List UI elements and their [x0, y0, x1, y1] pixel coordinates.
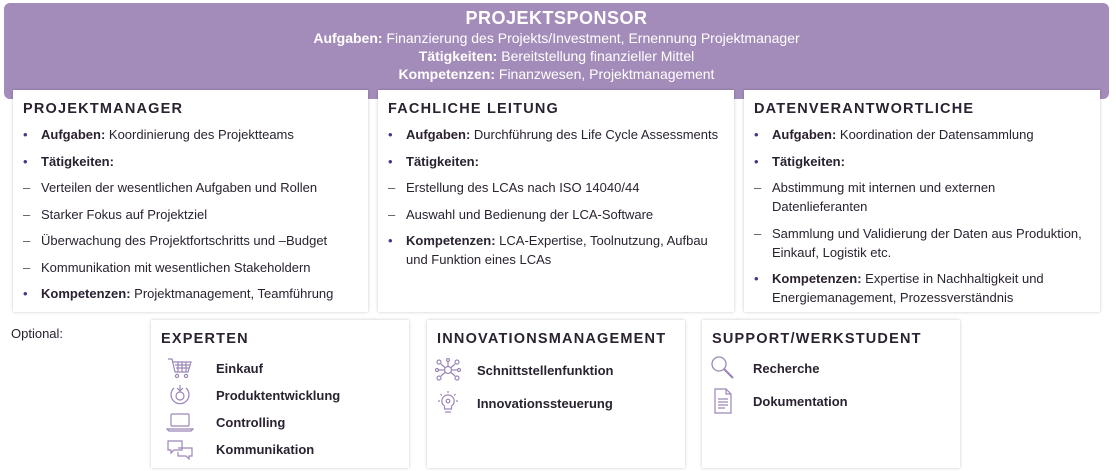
item-label: Tätigkeiten: — [772, 153, 845, 169]
dash-marker: – — [388, 180, 396, 195]
sponsor-taetigkeiten-text: Bereitstellung finanzieller Mittel — [497, 48, 695, 64]
item-text — [772, 125, 1034, 144]
bullet-marker: • — [23, 153, 28, 169]
optional-label: Optional: — [11, 326, 64, 341]
bullet-marker: • — [754, 127, 759, 142]
item-label: Aufgaben: — [772, 127, 837, 142]
support-entry-recherche — [708, 356, 820, 380]
product-development-icon — [165, 383, 195, 407]
magnifier-icon — [708, 356, 738, 380]
sponsor-aufgaben — [4, 29, 1109, 47]
fachliche-leitung-title: FACHLICHE LEITUNG — [388, 101, 560, 117]
item-body: Auswahl und Bedienung der LCA-Software — [406, 206, 654, 222]
dash-marker: – — [754, 180, 762, 195]
bullet-marker: • — [388, 153, 393, 169]
item-text — [41, 231, 327, 250]
bullet-list-item — [388, 231, 726, 269]
sponsor-aufgaben-text: Finanzierung des Projekts/Investment, Ernennung Projektmanager — [382, 30, 800, 46]
item-body: Kommunikation mit wesentlichen Stakeholdern — [41, 259, 311, 275]
item-body: Koordination der Datensammlung — [836, 127, 1034, 142]
fachliche-leitung-list — [388, 125, 726, 269]
item-text — [772, 224, 1092, 262]
sponsor-kompetenzen — [4, 65, 1109, 83]
item-body: Abstimmung mit internen und externen Datenlieferanten — [772, 180, 996, 214]
network-hub-icon — [433, 358, 463, 382]
item-label: Tätigkeiten: — [41, 153, 114, 169]
item-body: Starker Fokus auf Projektziel — [41, 206, 208, 222]
dash-list-item — [388, 178, 726, 197]
item-text — [772, 178, 1092, 216]
item-body: LCA-Expertise, Toolnutzung, Aufbau und Funktion eines LCAs — [406, 233, 708, 267]
projektmanager-title: PROJEKTMANAGER — [23, 101, 184, 117]
item-text — [41, 205, 207, 224]
experten-entry-kommunikation — [165, 437, 315, 461]
dash-list-item — [23, 258, 360, 277]
experten-card — [151, 320, 409, 468]
item-text — [41, 178, 317, 197]
bullet-list-item — [23, 284, 360, 303]
dash-marker: – — [23, 233, 31, 248]
experten-entry-produktentwicklung — [165, 383, 341, 407]
item-text — [772, 269, 1092, 307]
innovation-label-steuerung: Innovationssteuerung — [477, 395, 613, 411]
item-body: Projektmanagement, Teamführung — [130, 286, 334, 301]
document-icon — [708, 389, 738, 413]
dash-list-item — [23, 231, 360, 250]
projektsponsor-banner — [4, 3, 1109, 99]
support-label-dokumentation: Dokumentation — [753, 393, 848, 409]
sponsor-taetigkeiten-label: Tätigkeiten: — [418, 48, 498, 64]
experten-title: EXPERTEN — [161, 331, 249, 347]
item-body: Durchführung des Life Cycle Assessments — [470, 127, 719, 142]
item-label: Kompetenzen: — [406, 233, 496, 248]
item-text — [772, 152, 845, 171]
item-body: Verteilen der wesentlichen Aufgaben und Rollen — [41, 180, 318, 195]
item-label: Tätigkeiten: — [406, 153, 479, 169]
dash-marker: – — [23, 206, 31, 222]
item-body: Koordinierung des Projektteams — [105, 127, 294, 142]
datenverantwortliche-title: DATENVERANTWORTLICHE — [754, 101, 975, 117]
dash-marker: – — [23, 259, 31, 275]
item-label: Kompetenzen: — [41, 286, 131, 301]
support-label-recherche: Recherche — [753, 360, 820, 376]
bullet-list-item — [754, 269, 1092, 307]
datenverantwortliche-list — [754, 125, 1092, 307]
innovation-entry-steuerung — [433, 391, 613, 415]
support-card — [702, 320, 960, 468]
bullet-marker: • — [754, 271, 759, 286]
fachliche-leitung-card — [378, 90, 734, 312]
datenverantwortliche-card — [744, 90, 1100, 312]
experten-label-produktentwicklung: Produktentwicklung — [216, 387, 341, 403]
item-body: Sammlung und Validierung der Daten aus Produktion, Einkauf, Logistik etc. — [772, 225, 1082, 260]
bullet-list-item — [388, 152, 726, 171]
item-label: Aufgaben: — [41, 127, 106, 142]
sponsor-taetigkeiten — [4, 47, 1109, 65]
item-body: Expertise in Nachhaltigkeit und Energiemanagement, Prozessverständnis — [772, 271, 1044, 305]
innovation-entry-schnittstellen — [433, 358, 614, 382]
sponsor-kompetenzen-label: Kompetenzen: — [398, 66, 495, 82]
bullet-marker: • — [23, 286, 28, 301]
projektmanager-list — [23, 125, 360, 303]
experten-entry-einkauf — [165, 356, 263, 380]
bullet-list-item — [23, 152, 360, 171]
bullet-list-item — [754, 152, 1092, 171]
laptop-icon — [165, 410, 195, 434]
item-label: Aufgaben: — [406, 127, 471, 142]
dash-marker: – — [23, 180, 31, 195]
dash-list-item — [23, 178, 360, 197]
dash-list-item — [388, 205, 726, 224]
bullet-marker: • — [754, 153, 759, 169]
experten-label-kommunikation: Kommunikation — [216, 441, 315, 457]
dash-marker: – — [754, 225, 762, 241]
dash-marker: – — [388, 206, 396, 222]
bullet-list-item — [754, 125, 1092, 144]
bullet-marker: • — [388, 233, 393, 248]
sponsor-aufgaben-label: Aufgaben: — [313, 30, 383, 46]
lightbulb-gear-icon — [433, 391, 463, 415]
bullet-list-item — [23, 125, 360, 144]
support-entry-dokumentation — [708, 389, 848, 413]
item-text — [406, 152, 479, 171]
item-text — [41, 258, 311, 277]
projektmanager-card — [13, 90, 368, 312]
bullet-marker: • — [388, 127, 393, 142]
dash-list-item — [754, 224, 1092, 262]
item-text — [406, 231, 726, 269]
item-text — [41, 152, 114, 171]
sponsor-title: PROJEKTSPONSOR — [465, 8, 648, 28]
bullet-list-item — [388, 125, 726, 144]
item-text — [406, 125, 718, 144]
experten-label-einkauf: Einkauf — [216, 360, 263, 376]
innovation-label-schnittstellen: Schnittstellenfunktion — [477, 362, 614, 378]
shopping-cart-icon — [165, 356, 195, 380]
item-body: Erstellung des LCAs nach ISO 14040/44 — [406, 180, 640, 195]
sponsor-kompetenzen-text: Finanzwesen, Projektmanagement — [495, 66, 715, 82]
innovationsmanagement-title: INNOVATIONSMANAGEMENT — [437, 331, 667, 347]
innovationsmanagement-card — [427, 320, 685, 468]
item-text — [41, 125, 294, 144]
item-text — [41, 284, 333, 303]
chat-bubbles-icon — [165, 437, 195, 461]
item-label: Kompetenzen: — [772, 271, 862, 286]
item-text — [406, 205, 653, 224]
support-title: SUPPORT/WERKSTUDENT — [712, 331, 922, 347]
dash-list-item — [754, 178, 1092, 216]
item-text — [406, 178, 639, 197]
bullet-marker: • — [23, 127, 28, 142]
item-body: Überwachung des Projektfortschritts und –Budget — [41, 233, 328, 248]
experten-entry-controlling — [165, 410, 286, 434]
experten-label-controlling: Controlling — [216, 414, 286, 430]
dash-list-item — [23, 205, 360, 224]
